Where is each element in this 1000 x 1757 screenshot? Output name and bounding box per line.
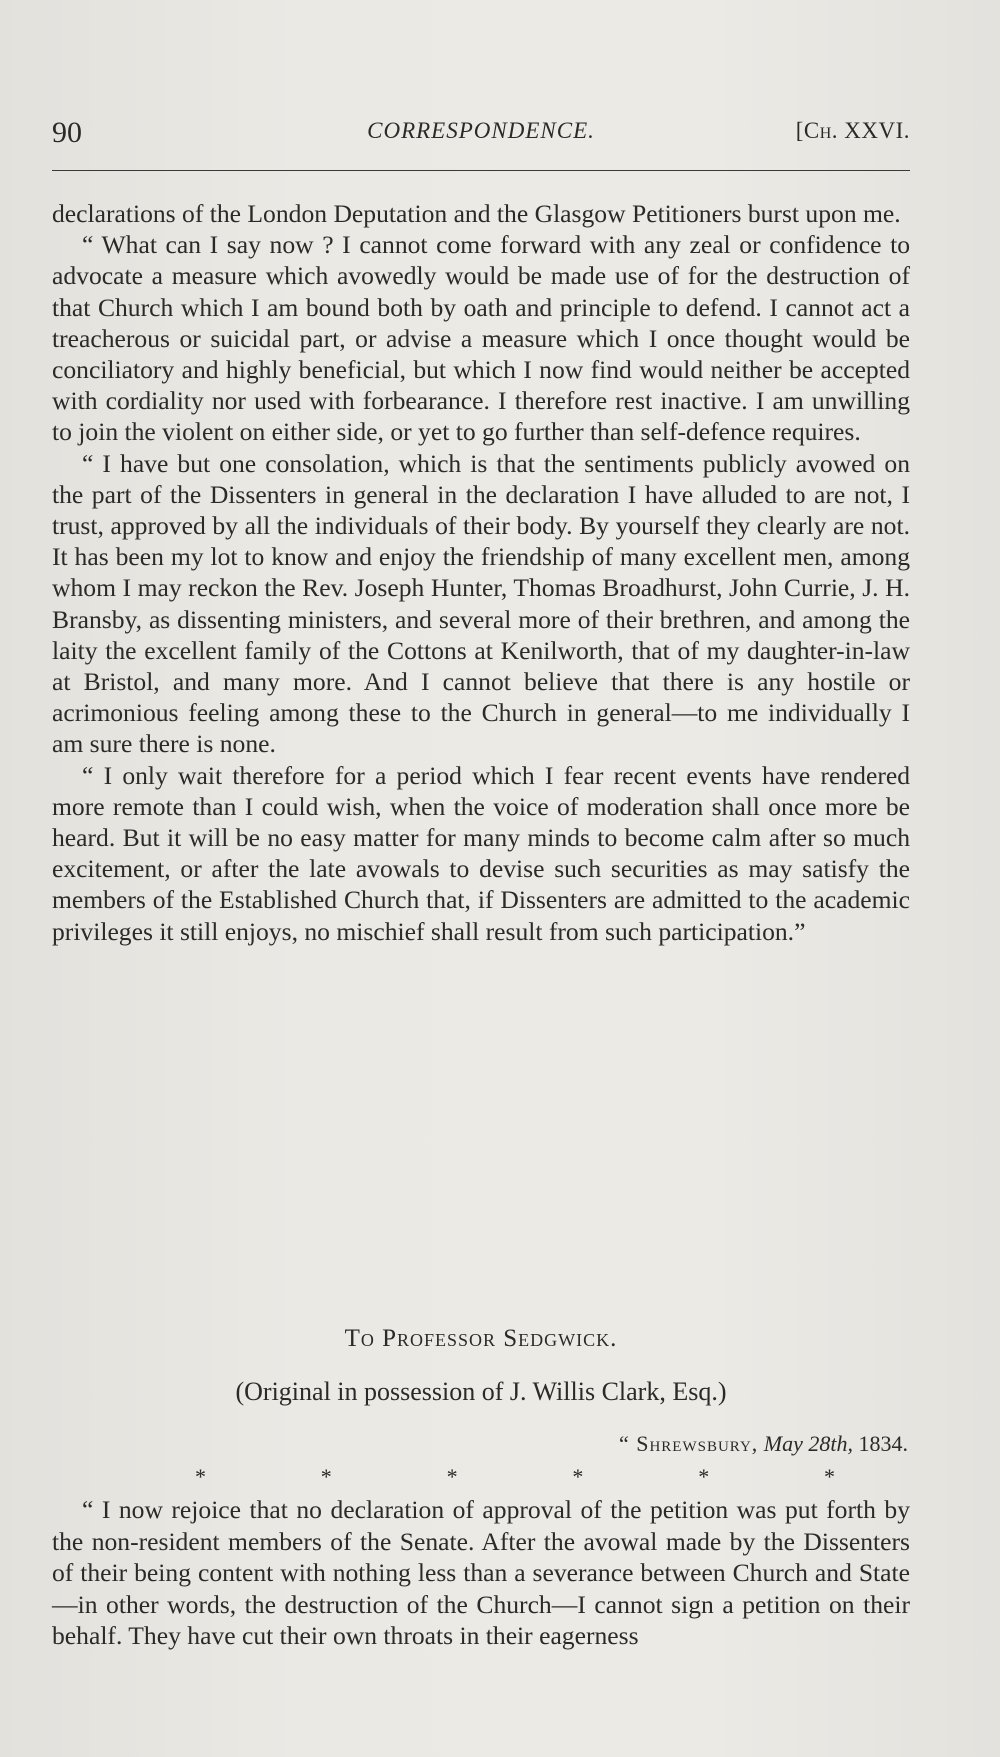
paragraph: “ What can I say now ? I cannot come forward with any zeal or confidence to advocate a measure which avowedly would be made use of for the destruction of that Church which I am bound both by oath and principle to defend. I cannot act a treacherous or suicidal part, or advise a measure which I once thought would be conciliatory and highly beneficial, but which I now find would neither be accepted with cordiality nor used with forbearance. I therefore rest inactive. I am unwilling to join the violent on either side, or yet to go further than self-defence requires.: [52, 230, 910, 447]
star: *: [823, 1464, 835, 1489]
dateline-date: May 28th,: [763, 1431, 853, 1456]
star: *: [320, 1464, 332, 1489]
chapter-marker: [Ch. XXVI.: [795, 118, 910, 143]
letter-body: [52, 1494, 910, 1652]
letter-heading: To Professor Sedgwick.: [344, 1325, 618, 1352]
running-header: [52, 112, 910, 172]
paragraph: declarations of the London Deputation and the Glasgow Petitioners burst upon me.: [52, 199, 901, 228]
star: *: [195, 1464, 206, 1489]
letter-paragraph: “ I now rejoice that no declaration of approval of the petition was put forth by the non-resident members of the Senate. After the avowal made by the Dissenters of their being content with nothing less than a severance between Church and State—in other words, the destruction of the Church—I cannot sign a petition on their behalf. They have cut their own throats in their eagerness: [52, 1495, 910, 1650]
star: *: [572, 1464, 584, 1489]
running-title: CORRESPONDENCE.: [367, 118, 595, 143]
dateline-place: “ Shrewsbury,: [618, 1431, 759, 1456]
letter-dateline: [619, 1431, 908, 1457]
star: *: [446, 1464, 458, 1489]
ellipsis-stars: [195, 1464, 835, 1490]
star: *: [698, 1464, 710, 1489]
paragraph: “ I only wait therefore for a period which I fear recent events have rendered more remote than I could wish, when the voice of moderation shall once more be heard. But it will be no easy matter for many minds to become calm after so much excitement, or after the late avowals to devise such securities as may satisfy the members of the Established Church that, if Dissenters are admitted to the academic privileges it still enjoys, no mischief shall result from such participation.”: [52, 760, 910, 946]
paragraph: “ I have but one consolation, which is that the sentiments publicly avowed on the part of the Dissenters in general in the declaration I have alluded to are not, I trust, approved by all the individuals of their body. By yourself they clearly are not. It has been my lot to know and enjoy the friendship of many excellent men, among whom I may reckon the Rev. Joseph Hunter, Thomas Broadhurst, John Currie, J. H. Bransby, as dissenting ministers, and several more of their brethren, and among the laity the excellent family of the Cottons at Kenilworth, that of my daughter-in-law at Bristol, and many more. And I cannot believe that there is any hostile or acrimonious feeling among these to the Church in general—to me individually I am sure there is none.: [52, 448, 910, 759]
body-text: [52, 198, 910, 947]
letter-subheading: (Original in possession of J. Willis Clark, Esq.): [235, 1377, 727, 1406]
header-rule: [52, 170, 910, 171]
page-number: 90: [52, 116, 82, 149]
dateline-year: 1834.: [858, 1431, 908, 1456]
